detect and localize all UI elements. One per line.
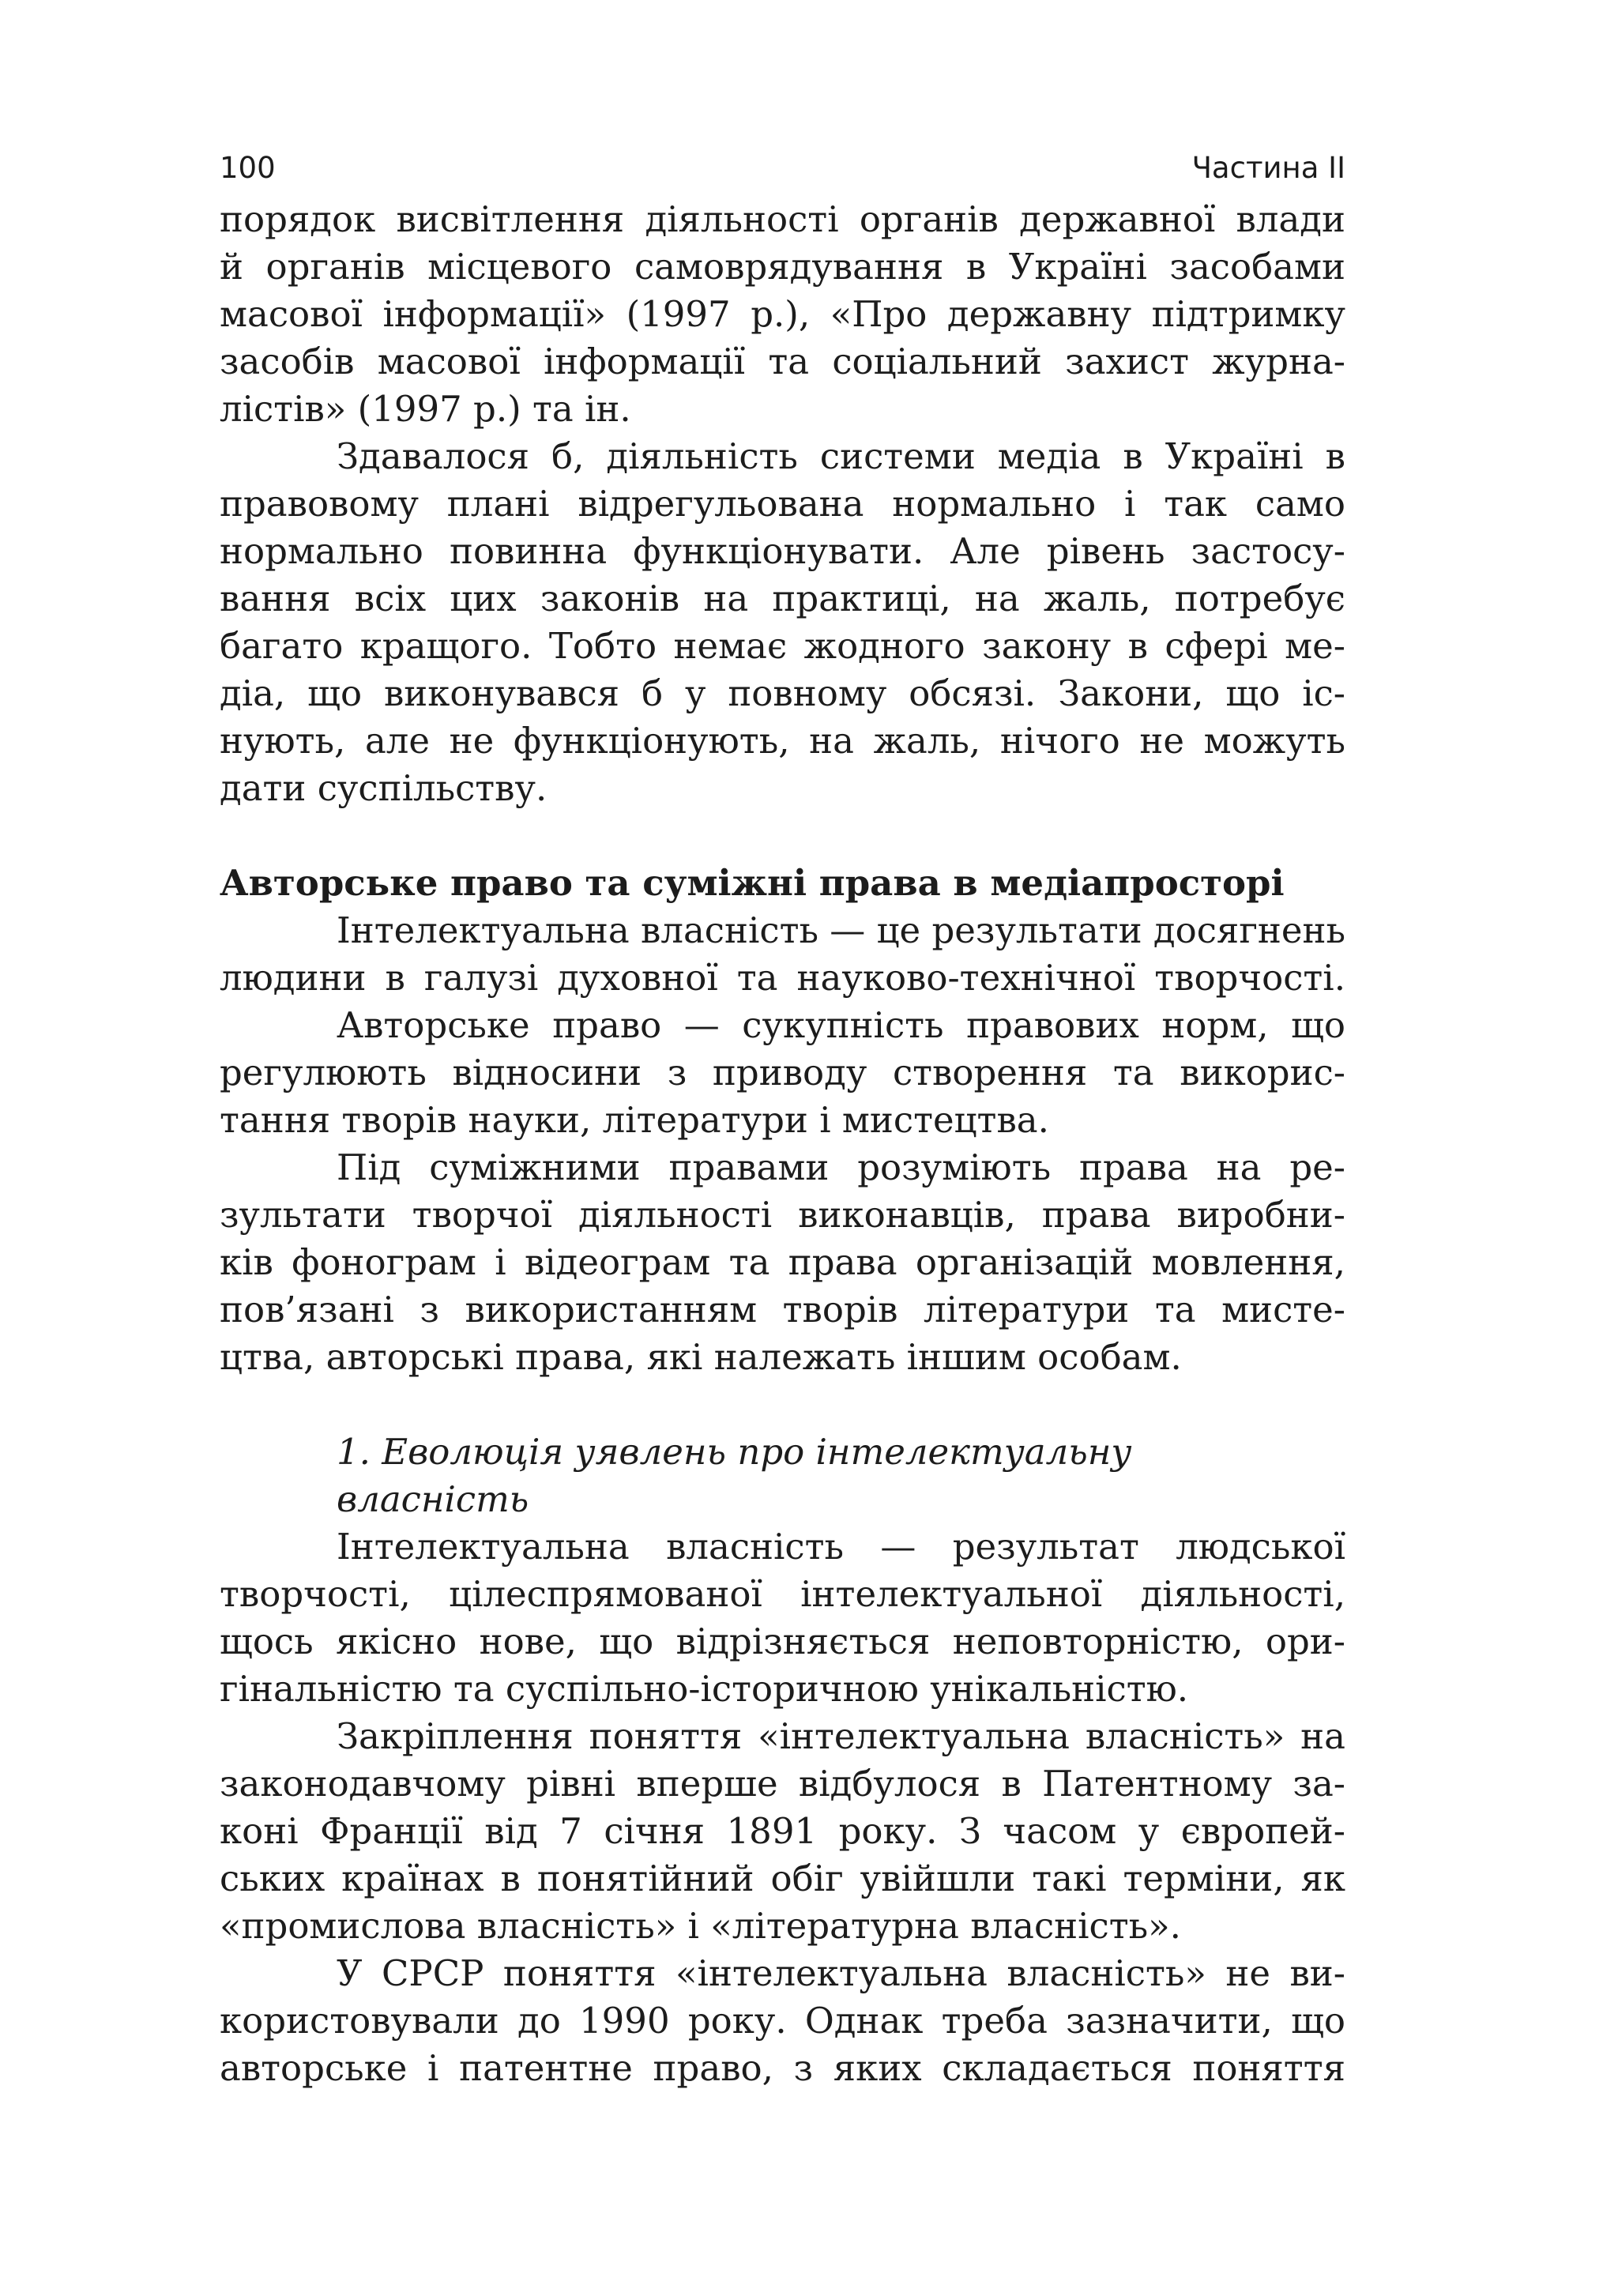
paragraph — [220, 1144, 1345, 1381]
text-line: Здавалося б, діяльність системи медіа в Україні в — [337, 435, 1345, 477]
body-text — [220, 196, 1345, 2092]
paragraph — [220, 1950, 1345, 2092]
text-line: вання всіх цих законів на практиці, на жаль, потребує — [220, 578, 1345, 619]
text-line: Інтелектуальна власність — результат людської — [337, 1526, 1345, 1568]
text-line: цтва, авторські права, які належать іншим особам. — [220, 1336, 1182, 1378]
text-line: нормально повинна функціонувати. Але рівень застосу- — [220, 530, 1345, 572]
text-line: авторське і патентне право, з яких складається поняття — [220, 2047, 1345, 2089]
text-line: гінальністю та суспільно-історичною унікальністю. — [220, 1668, 1189, 1710]
paragraph — [220, 1002, 1345, 1144]
text-line: Інтелектуальна власність — це результати досягнень — [337, 909, 1346, 951]
text-line: користовували до 1990 року. Однак треба зазначити, що — [220, 2000, 1345, 2042]
text-line: масової інформації» (1997 р.), «Про державну підтримку — [220, 293, 1345, 335]
running-header — [220, 141, 1345, 196]
text-line: Авторське право — сукупність правових норм, що — [337, 1004, 1345, 1046]
subheading — [220, 1428, 1345, 1523]
text-line: лістів» (1997 р.) та ін. — [220, 388, 631, 430]
paragraph-continued — [220, 196, 1345, 433]
paragraph — [220, 433, 1345, 812]
text-line: «промислова власність» і «літературна власність». — [220, 1905, 1181, 1947]
text-line: регулюють відносини з приводу створення та викорис- — [220, 1052, 1345, 1093]
text-line: правовому плані відрегульована нормально і так само — [220, 483, 1345, 525]
text-line: творчості, цілеспрямованої інтелектуальної діяльності, — [220, 1573, 1345, 1615]
text-line: тання творів науки, літератури і мистецтва. — [220, 1099, 1049, 1141]
text-line: порядок висвітлення діяльності органів державної влади — [220, 198, 1345, 240]
text-line: Під суміжними правами розуміють права на ре- — [337, 1146, 1345, 1188]
page-number: 100 — [220, 151, 276, 185]
spacer — [220, 812, 1345, 860]
text-line: діа, що виконувався б у повному обсязі. Закони, що іс- — [220, 672, 1345, 714]
text-line: й органів місцевого самоврядування в Україні засобами — [220, 246, 1345, 288]
section-heading: Авторське право та суміжні права в медіапросторі — [220, 862, 1285, 904]
running-title: Частина II — [1191, 151, 1345, 185]
text-line: пов’язані з використанням творів літератури та мисте- — [220, 1289, 1345, 1331]
subheading-line: 1. Еволюція уявлень про інтелектуальну — [337, 1431, 1132, 1473]
spacer — [220, 1381, 1345, 1428]
text-line: нують, але не функціонують, на жаль, нічого не можуть — [220, 720, 1345, 762]
text-line: У СРСР поняття «інтелектуальна власність» не ви- — [337, 1952, 1345, 1994]
text-line: ків фонограм і відеограм та права організацій мовлення, — [220, 1241, 1345, 1283]
text-line: законодавчому рівні вперше відбулося в Патентному за- — [220, 1763, 1345, 1805]
paragraph — [220, 1713, 1345, 1950]
text-line: Закріплення поняття «інтелектуальна власність» на — [337, 1715, 1345, 1757]
text-line: щось якісно нове, що відрізняється неповторністю, ори- — [220, 1620, 1345, 1662]
subheading-line: власність — [337, 1478, 529, 1520]
text-line: коні Франції від 7 січня 1891 року. З часом у європей- — [220, 1810, 1345, 1852]
text-line: ських країнах в понятійний обіг увійшли такі терміни, як — [220, 1858, 1345, 1899]
paragraph — [220, 907, 1345, 1002]
text-line: багато кращого. Тобто немає жодного закону в сфері ме- — [220, 625, 1345, 667]
text-line: дати суспільству. — [220, 767, 547, 809]
text-line: зультати творчої діяльності виконавців, права виробни- — [220, 1194, 1345, 1236]
paragraph — [220, 1523, 1345, 1713]
text-line: засобів масової інформації та соціальний захист журна- — [220, 341, 1345, 382]
text-line: людини в галузі духовної та науково-технічної творчості. — [220, 957, 1345, 999]
